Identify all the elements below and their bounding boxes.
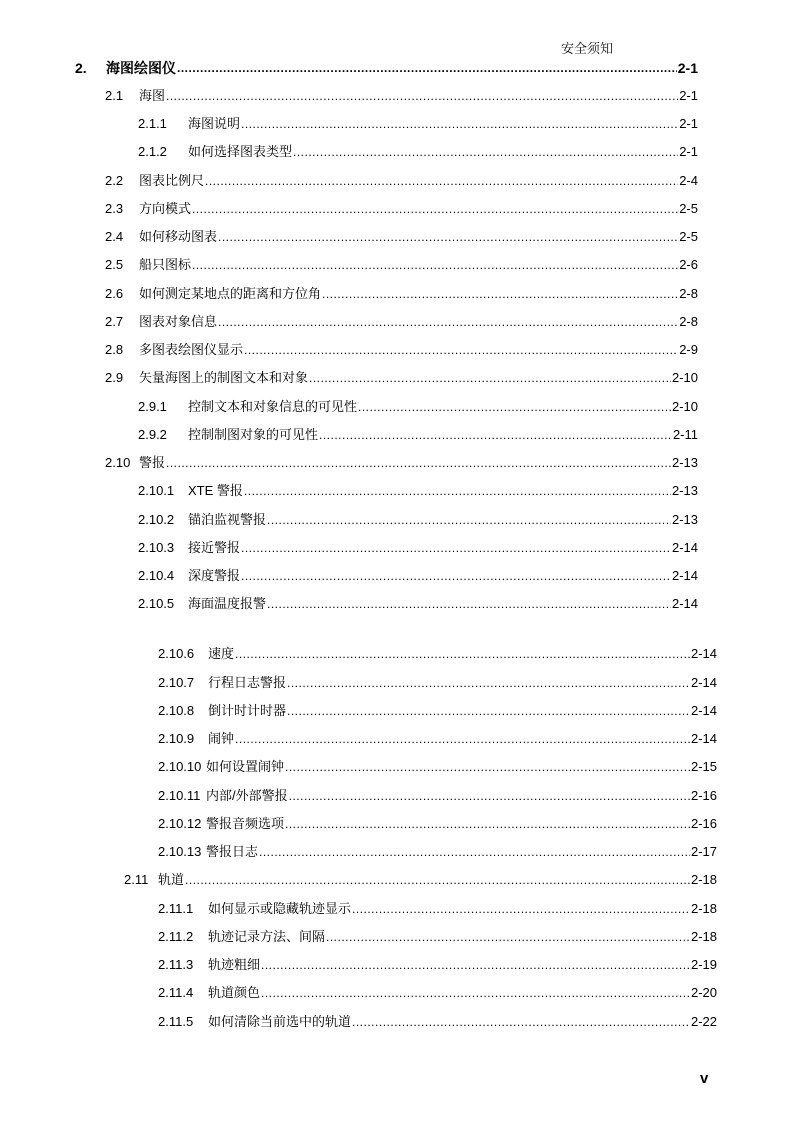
toc-dot-leader bbox=[285, 814, 690, 834]
toc-entry bbox=[158, 814, 717, 834]
toc-entry-number: 2.11 bbox=[124, 872, 149, 887]
toc-entry-title: 多图表绘图仪显示 bbox=[139, 342, 244, 357]
toc-dot-leader bbox=[244, 340, 678, 360]
toc-entry-title: 轨迹粗细 bbox=[208, 957, 261, 972]
toc-entry bbox=[105, 340, 698, 360]
toc-entry-title: 海面温度报警 bbox=[188, 596, 267, 611]
toc-entry-title: 海图说明 bbox=[188, 116, 241, 131]
toc-entry bbox=[158, 729, 717, 749]
toc-entry-number: 2.1.2 bbox=[138, 144, 167, 159]
toc-dot-leader bbox=[287, 701, 690, 721]
toc-entry-page: 2-5 bbox=[679, 229, 698, 244]
toc-dot-leader bbox=[185, 870, 690, 890]
toc-entry-page: 2-4 bbox=[679, 173, 698, 188]
toc-entry bbox=[105, 453, 698, 473]
toc-dot-leader bbox=[319, 425, 672, 445]
toc-entry-page: 2-11 bbox=[672, 427, 698, 442]
toc-entry-number: 2.1.1 bbox=[138, 116, 167, 131]
toc-entry-page: 2-18 bbox=[690, 929, 717, 944]
toc-entry-number: 2.10.1 bbox=[138, 483, 175, 498]
toc-entry-number: 2.11.3 bbox=[158, 957, 194, 972]
toc-entry bbox=[105, 86, 698, 106]
toc-entry-page: 2-9 bbox=[679, 342, 698, 357]
toc-entry bbox=[158, 927, 717, 947]
toc-entry-number: 2.4 bbox=[105, 229, 124, 244]
toc-entry-title: 闹钟 bbox=[208, 731, 235, 746]
toc-dot-leader bbox=[352, 899, 690, 919]
toc-dot-leader bbox=[241, 566, 671, 586]
toc-entry-title: 警报 bbox=[139, 455, 166, 470]
toc-dot-leader bbox=[352, 1012, 690, 1032]
toc-entry-number: 2.10.13 bbox=[158, 844, 202, 859]
toc-entry-title: 图表比例尺 bbox=[139, 173, 205, 188]
toc-entry-page: 2-14 bbox=[690, 731, 717, 746]
toc-entry-number: 2. bbox=[75, 60, 87, 76]
toc-entry-page: 2-1 bbox=[677, 60, 698, 76]
toc-entry bbox=[105, 255, 698, 275]
toc-entry-page: 2-22 bbox=[690, 1014, 717, 1029]
toc-entry bbox=[105, 368, 698, 388]
toc-entry-page: 2-18 bbox=[690, 872, 717, 887]
toc-entry-page: 2-14 bbox=[690, 646, 717, 661]
toc-dot-leader bbox=[241, 538, 671, 558]
toc-entry-page: 2-1 bbox=[679, 88, 698, 103]
toc-entry-title: 倒计时计时器 bbox=[208, 703, 287, 718]
toc-dot-leader bbox=[218, 227, 678, 247]
toc-dot-leader bbox=[235, 729, 690, 749]
toc-dot-leader bbox=[309, 368, 671, 388]
toc-dot-leader bbox=[192, 255, 678, 275]
toc-dot-leader bbox=[259, 842, 690, 862]
toc-entry bbox=[138, 397, 698, 417]
toc-entry-title: 海图 bbox=[139, 88, 166, 103]
toc-dot-leader bbox=[293, 142, 678, 162]
toc-dot-leader bbox=[235, 644, 690, 664]
toc-entry-page: 2-8 bbox=[679, 286, 698, 301]
toc-entry-title: 轨迹记录方法、间隔 bbox=[208, 929, 326, 944]
toc-entry bbox=[105, 312, 698, 332]
toc-dot-leader bbox=[177, 58, 677, 78]
toc-entry-title: 海图绘图仪 bbox=[106, 60, 176, 76]
toc-entry-title: 接近警报 bbox=[188, 540, 241, 555]
toc-entry-number: 2.5 bbox=[105, 257, 124, 272]
toc-entry-title: 行程日志警报 bbox=[208, 675, 287, 690]
toc-entry bbox=[158, 955, 717, 975]
toc-entry-title: 如何设置闹钟 bbox=[206, 759, 285, 774]
toc-entry-number: 2.6 bbox=[105, 286, 124, 301]
toc-entry-page: 2-14 bbox=[671, 568, 698, 583]
toc-entry bbox=[105, 199, 698, 219]
toc-entry bbox=[138, 510, 698, 530]
toc-entry-number: 2.10.12 bbox=[158, 816, 202, 831]
toc-entry bbox=[75, 58, 698, 78]
toc-entry-page: 2-13 bbox=[671, 483, 698, 498]
toc-entry-page: 2-17 bbox=[690, 844, 717, 859]
toc-entry-page: 2-10 bbox=[671, 370, 698, 385]
toc-entry-page: 2-16 bbox=[690, 816, 717, 831]
toc-entry-title: 轨道 bbox=[158, 872, 185, 887]
toc-dot-leader bbox=[261, 983, 690, 1003]
toc-entry-number: 2.10.8 bbox=[158, 703, 195, 718]
toc-entry bbox=[158, 899, 717, 919]
toc-entry-page: 2-15 bbox=[690, 759, 717, 774]
toc-entry-title: 深度警报 bbox=[188, 568, 241, 583]
toc-entry-page: 2-14 bbox=[690, 675, 717, 690]
toc-entry-title: 方向模式 bbox=[139, 201, 192, 216]
toc-dot-leader bbox=[287, 673, 690, 693]
toc-dot-leader bbox=[285, 757, 690, 777]
toc-entry bbox=[138, 538, 698, 558]
toc-entry-title: 警报日志 bbox=[206, 844, 259, 859]
toc-entry bbox=[138, 425, 698, 445]
toc-dot-leader bbox=[244, 481, 671, 501]
toc-entry-page: 2-20 bbox=[690, 985, 717, 1000]
toc-entry-number: 2.10.4 bbox=[138, 568, 175, 583]
toc-entry-number: 2.10.10 bbox=[158, 759, 202, 774]
toc-entry-title: 船只图标 bbox=[139, 257, 192, 272]
toc-entry-page: 2-18 bbox=[690, 901, 717, 916]
toc-entry-number: 2.10.11 bbox=[158, 788, 201, 803]
toc-entry-number: 2.9 bbox=[105, 370, 124, 385]
toc-dot-leader bbox=[218, 312, 678, 332]
toc-entry-page: 2-1 bbox=[679, 144, 698, 159]
toc-dot-leader bbox=[326, 927, 690, 947]
toc-dot-leader bbox=[166, 86, 678, 106]
toc-entry-title: 如何测定某地点的距离和方位角 bbox=[139, 286, 322, 301]
toc-entry-number: 2.11.5 bbox=[158, 1014, 194, 1029]
toc-dot-leader bbox=[322, 284, 678, 304]
toc-entry bbox=[158, 1012, 717, 1032]
toc-entry-title: 锚泊监视警报 bbox=[188, 512, 267, 527]
toc-entry-page: 2-8 bbox=[679, 314, 698, 329]
toc-entry-number: 2.1 bbox=[105, 88, 124, 103]
toc-entry bbox=[158, 673, 717, 693]
toc-entry-page: 2-16 bbox=[690, 788, 717, 803]
toc-entry-title: 轨道颜色 bbox=[208, 985, 261, 1000]
toc-entry bbox=[158, 757, 717, 777]
toc-dot-leader bbox=[192, 199, 678, 219]
toc-entry-title: 矢量海图上的制图文本和对象 bbox=[139, 370, 309, 385]
toc-entry bbox=[124, 870, 717, 890]
toc-entry-number: 2.10.9 bbox=[158, 731, 195, 746]
toc-entry-page: 2-13 bbox=[671, 512, 698, 527]
toc-entry bbox=[105, 284, 698, 304]
toc-entry-title: XTE 警报 bbox=[188, 483, 243, 498]
toc-entry-number: 2.11.2 bbox=[158, 929, 194, 944]
toc-entry-number: 2.11.4 bbox=[158, 985, 194, 1000]
toc-entry-number: 2.3 bbox=[105, 201, 124, 216]
toc-entry-title: 如何清除当前选中的轨道 bbox=[208, 1014, 352, 1029]
toc-entry-number: 2.10 bbox=[105, 455, 131, 470]
toc-dot-leader bbox=[289, 786, 690, 806]
toc-entry-number: 2.10.2 bbox=[138, 512, 175, 527]
toc-entry-title: 如何选择图表类型 bbox=[188, 144, 293, 159]
toc-entry-title: 控制文本和对象信息的可见性 bbox=[188, 399, 358, 414]
toc-entry-title: 图表对象信息 bbox=[139, 314, 218, 329]
toc-entry-title: 速度 bbox=[208, 646, 235, 661]
toc-entry-page: 2-14 bbox=[690, 703, 717, 718]
toc-entry bbox=[138, 594, 698, 614]
toc-entry-page: 2-19 bbox=[690, 957, 717, 972]
toc-entry bbox=[158, 786, 717, 806]
toc-entry bbox=[158, 644, 717, 664]
toc-entry-title: 控制制图对象的可见性 bbox=[188, 427, 319, 442]
toc-entry-number: 2.10.7 bbox=[158, 675, 195, 690]
toc-entry-page: 2-5 bbox=[679, 201, 698, 216]
toc-entry-page: 2-13 bbox=[671, 455, 698, 470]
toc-dot-leader bbox=[261, 955, 690, 975]
toc-entry-number: 2.2 bbox=[105, 173, 124, 188]
toc-entry-page: 2-10 bbox=[671, 399, 698, 414]
toc-entry-number: 2.11.1 bbox=[158, 901, 194, 916]
toc-entry-number: 2.9.1 bbox=[138, 399, 167, 414]
toc-entry-title: 内部/外部警报 bbox=[206, 788, 288, 803]
toc-entry-number: 2.10.3 bbox=[138, 540, 175, 555]
toc-entry bbox=[158, 983, 717, 1003]
toc-entry-number: 2.10.6 bbox=[158, 646, 195, 661]
toc-entry bbox=[138, 566, 698, 586]
toc-entry-title: 如何移动图表 bbox=[139, 229, 218, 244]
toc-dot-leader bbox=[241, 114, 678, 134]
toc-entry-number: 2.10.5 bbox=[138, 596, 175, 611]
toc-entry bbox=[138, 481, 698, 501]
toc-dot-leader bbox=[205, 171, 678, 191]
toc-entry-page: 2-6 bbox=[679, 257, 698, 272]
toc-entry-page: 2-14 bbox=[671, 596, 698, 611]
toc-entry bbox=[105, 227, 698, 247]
toc-dot-leader bbox=[267, 510, 671, 530]
toc-entry bbox=[105, 171, 698, 191]
toc-entry bbox=[158, 701, 717, 721]
page-header: 安全须知 bbox=[561, 41, 614, 56]
toc-entry-title: 如何显示或隐藏轨迹显示 bbox=[208, 901, 352, 916]
toc-entry-title: 警报音频选项 bbox=[206, 816, 285, 831]
toc-entry bbox=[138, 114, 698, 134]
toc-dot-leader bbox=[166, 453, 671, 473]
toc-entry-number: 2.8 bbox=[105, 342, 124, 357]
page-number: v bbox=[700, 1070, 709, 1087]
toc-entry-page: 2-14 bbox=[671, 540, 698, 555]
toc-entry bbox=[138, 142, 698, 162]
toc-entry-number: 2.9.2 bbox=[138, 427, 167, 442]
toc-entry bbox=[158, 842, 717, 862]
toc-dot-leader bbox=[358, 397, 671, 417]
toc-entry-page: 2-1 bbox=[679, 116, 698, 131]
toc-entry-number: 2.7 bbox=[105, 314, 124, 329]
toc-dot-leader bbox=[267, 594, 671, 614]
